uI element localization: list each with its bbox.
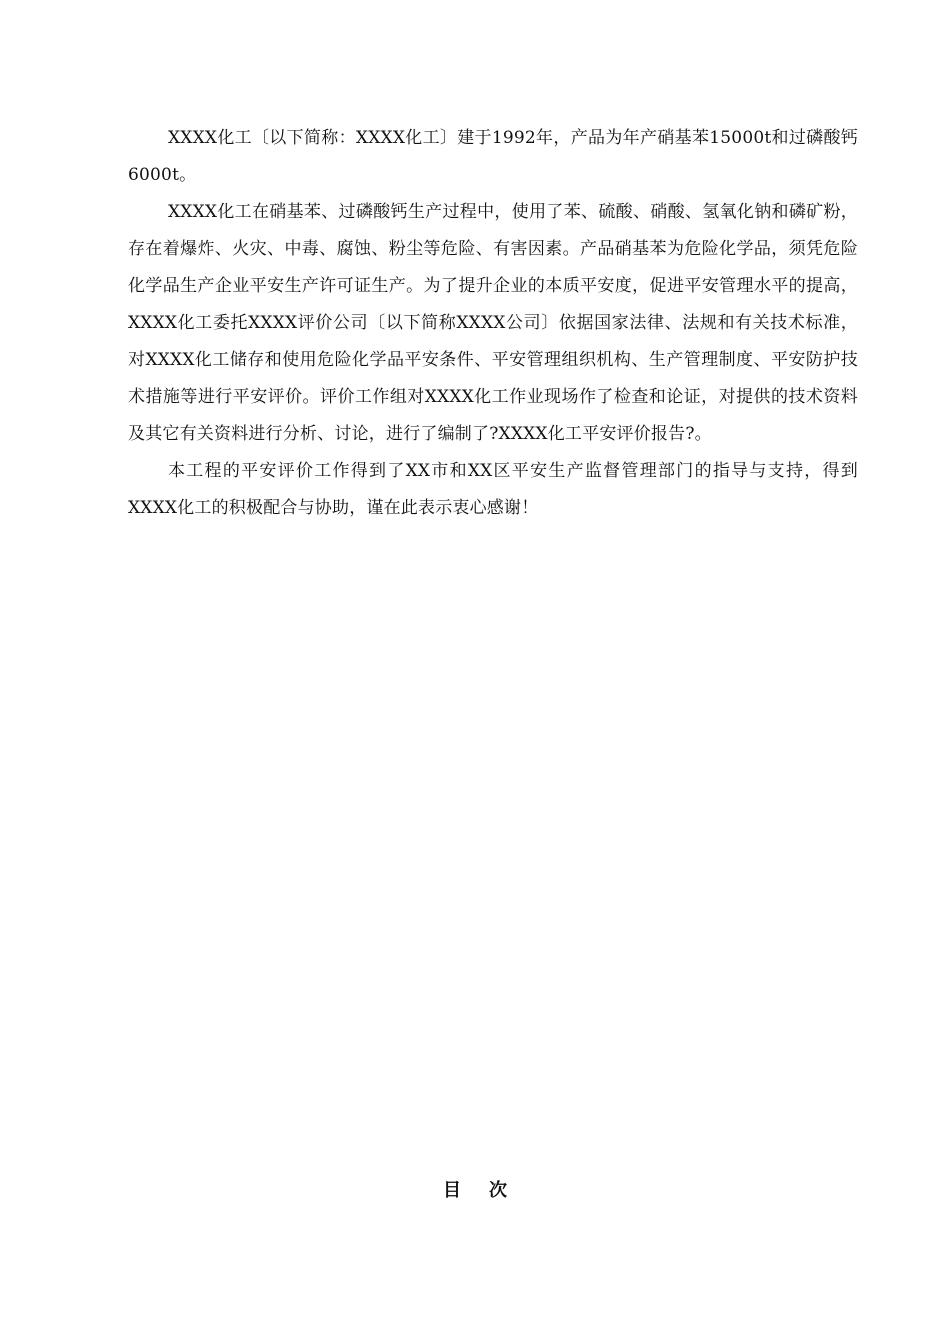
table-of-contents-title: 目次 xyxy=(443,1180,535,1201)
preface-body xyxy=(128,120,858,527)
paragraph-acknowledgement: 本工程的平安评价工作得到了XX市和XX区平安生产监督管理部门的指导与支持，得到XXXX化工的积极配合与协助，谨在此表示衷心感谢！ xyxy=(128,461,858,518)
paragraph-hazards: XXXX化工在硝基苯、过磷酸钙生产过程中，使用了苯、硫酸、硝酸、氢氧化钠和磷矿粉，存在着爆炸、火灾、中毒、腐蚀、粉尘等危险、有害因素。产品硝基苯为危险化学品，须凭危险化学品生产企业平安生产许可证生产。为了提升企业的本质平安度，促进平安管理水平的提高，XXXX化工委托XXXX评价公司〔以下简称XXXX公司〕依据国家法律、法规和有关技术标准，对XXXX化工储存和使用危险化学品平安条件、平安管理组织机构、生产管理制度、平安防护技术措施等进行平安评价。评价工作组对XXXX化工作业现场作了检查和论证，对提供的技术资料及其它有关资料进行分析、讨论，进行了编制了?XXXX化工平安评价报告?。 xyxy=(128,202,858,444)
paragraph-intro: XXXX化工〔以下简称：XXXX化工〕建于1992年，产品为年产硝基苯15000t和过磷酸钙6000t。 xyxy=(128,128,858,185)
